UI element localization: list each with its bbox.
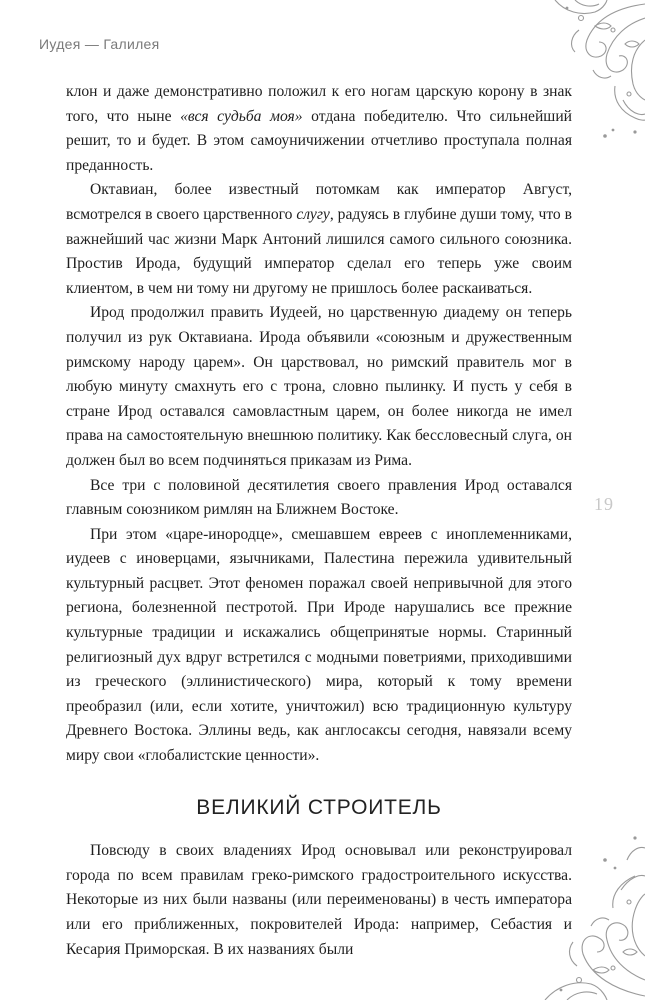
main-text <box>66 80 572 962</box>
running-head: Иудея — Галилея <box>39 36 160 52</box>
paragraph: Ирод продолжил править Иудеей, но царственную диадему он теперь получил из рук Октавиана. Ирода объявили «союзным и дружественным римскому народу царем». Он царствовал, но римский правитель мог в любую минуту смахнуть его с трона, словно пылинку. И пусть у себя в стране Ирод оставался самовластным царем, он более никогда не имел права на самостоятельную внешнюю политику. Как бессловесный слуга, он должен был во всем подчиняться приказам из Рима. <box>66 304 572 469</box>
page-number: 19 <box>594 494 614 514</box>
paragraph: Повсюду в своих владениях Ирод основывал или реконструировал города по всем правилам греко-римского градостроительного искусства. Некоторые из них были названы (или переименованы) в честь императора или его приближенных, покровителей Ирода: например, Себастия и Кесария Приморская. В их названиях были <box>66 842 572 958</box>
section-heading: ВЕЛИКИЙ СТРОИТЕЛЬ <box>196 795 442 819</box>
paragraph <box>66 80 572 178</box>
paragraph <box>66 178 572 301</box>
paragraph: Все три с половиной десятилетия своего правления Ирод оставался главным союзником римлян на Ближнем Востоке. <box>66 476 572 519</box>
paragraph-text: клон и даже демонстративно положил к его ногам царскую корону в знак того, что ныне <box>66 83 572 125</box>
quoted-phrase: «вся судьба моя» <box>180 107 303 125</box>
emphasized-word: слугу <box>296 205 330 223</box>
paragraph-text: отдана победителю. Что сильнейший решит, то и будет. В этом самоуничижении отчетливо проступала полная преданность. <box>66 107 573 174</box>
paragraph: При этом «царе-инородце», смешавшем евреев с иноплеменниками, иудеев с иноверцами, язычниками, Палестина пережила удивительный культурный расцвет. Этот феномен поражал своей непривычной для этого региона, болезненной пестротой. При Ироде нарушались все прежние культурные традиции и искажались общепринятые нормы. Старинный религиозный дух вдруг встретился с модными поветриями, приходившими из греческого (эллинистического) мира, который к тому времени преобразил (или, если хотите, уничтожил) всю традиционную культуру Древнего Востока. Эллины ведь, как англосаксы сегодня, навязали всему миру свои «глобалистские ценности». <box>66 525 572 765</box>
paragraph-text: Октавиан, более известный потомкам как император Август, всмотрелся в своего царственного <box>66 181 572 223</box>
paragraph-text: , радуясь в глубине души тому, что в важнейший час жизни Марк Антоний лишился самого сильного союзника. Простив Ирода, будущий император сделал его теперь уже своим клиентом, в чем ни тому ни другому не пришлось более раскаиваться. <box>66 205 572 297</box>
